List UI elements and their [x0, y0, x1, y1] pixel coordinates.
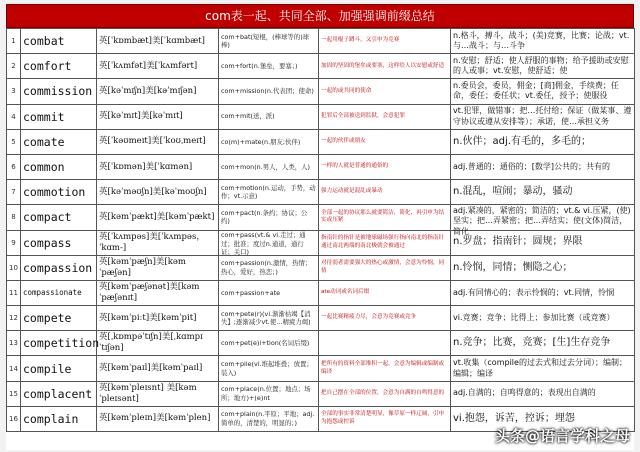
row-index	[7, 29, 21, 54]
meaning-cell-text: adj.自满的；自鸣得意的；表现出自满的	[453, 388, 596, 398]
meaning-cell-text: n.格斗，搏斗，战斗；(美)竞赛，比赛；论战；vt.与…战斗；与…斗争	[453, 30, 630, 51]
table-row	[7, 154, 635, 179]
word-cell-text: common	[23, 160, 65, 175]
meaning-cell	[451, 54, 635, 79]
etymology-cell-text: com+pile(vi.堆起堆叠；放置；装入)	[221, 360, 313, 377]
word-cell	[21, 230, 97, 255]
meaning-cell	[451, 280, 635, 305]
word-cell-text: complacent	[23, 386, 93, 401]
phonetic-cell-text: 英[ˈkʌmfət]美[ˈkʌmfərt]	[99, 60, 198, 71]
watermark-text: 头条@语言学科之母	[494, 427, 630, 445]
row-index-text: 5	[11, 137, 16, 146]
meaning-cell	[451, 79, 635, 104]
row-index-text: 13	[9, 339, 18, 348]
phonetic-cell	[97, 79, 219, 104]
row-index	[7, 280, 21, 305]
row-index-text: 3	[11, 87, 16, 96]
meaning-cell	[451, 180, 635, 205]
word-cell-text: compassionate	[23, 287, 82, 297]
phonetic-cell-text: 英[kəmˈpækt]美[kəmˈpækt]	[99, 211, 215, 222]
row-index-text: 4	[11, 112, 16, 121]
row-index-text: 15	[9, 389, 18, 398]
etymology-cell-text: com+pact(n.条约；协议；公约)	[221, 208, 308, 226]
word-cell	[21, 356, 97, 381]
note-cell-text: 把所有的资料全部堆积一起，会意为编辑或编制或编译	[321, 361, 445, 375]
etymology-cell	[219, 180, 319, 205]
etymology-cell-text: com+pass(vt.& vi.走过；通过；批准；度过n.通道，通行证；关口)	[221, 231, 306, 257]
phonetic-cell-text: 英[kəˈmɪt]美[kəˈmɪt]	[99, 111, 183, 122]
phonetic-cell-text: 英[kəmˈpæʃn]美[kəmˈpæʃən]	[99, 256, 186, 278]
note-cell	[319, 180, 451, 205]
phonetic-cell	[97, 306, 219, 331]
etymology-cell-text: com+passion(n.激情，热情；热心，爱好，热恋；)	[221, 259, 312, 276]
etymology-cell-text: co(m)+mate(n.朋友;伙伴)	[221, 137, 301, 146]
note-cell	[319, 230, 451, 255]
row-index-text: 10	[9, 263, 18, 272]
phonetic-cell-text: 英[kəmˈpleɪsnt] 美[kəmˈpleɪsənt]	[99, 382, 197, 404]
table-row	[7, 255, 635, 280]
etymology-cell	[219, 154, 319, 179]
word-cell	[21, 205, 97, 230]
note-cell-text: 一起的伙伴或朋友	[321, 138, 366, 145]
etymology-cell	[219, 381, 319, 406]
phonetic-cell	[97, 154, 219, 179]
note-cell-text: 一样的人就是普通的通俗的	[321, 163, 389, 170]
row-index-text: 8	[11, 213, 16, 222]
word-cell-text: compact	[23, 210, 72, 225]
phonetic-cell	[97, 255, 219, 280]
phonetic-cell	[97, 280, 219, 305]
row-index-text: 2	[11, 62, 16, 71]
table-row	[7, 205, 635, 230]
row-index-text: 11	[9, 288, 18, 297]
word-cell	[21, 280, 97, 305]
word-cell-text: compassion	[23, 260, 93, 275]
meaning-cell	[451, 154, 635, 179]
table-row	[7, 230, 635, 255]
etymology-cell-text: com+passion+ate	[221, 288, 281, 297]
row-index	[7, 180, 21, 205]
note-cell-text: 把自己摆在全部的位置，会意为自满的自鸣得意的	[321, 389, 445, 396]
word-cell	[21, 154, 97, 179]
row-index-text: 9	[11, 238, 16, 247]
table-row	[7, 356, 635, 381]
etymology-cell-text: com+bat(短棍，(棒球等的)球棒)	[221, 32, 310, 50]
meaning-cell-text: n.竞争；比赛，竞赛；[生]生存竞争	[453, 337, 611, 349]
phonetic-cell-text: 英[kəmˈpaɪl]美[kəmˈpaɪl]	[99, 363, 203, 374]
phonetic-cell	[97, 356, 219, 381]
etymology-cell-text: com+mon(n.男人，人类，人)	[221, 162, 310, 171]
etymology-cell	[219, 205, 319, 230]
table-row	[7, 79, 635, 104]
note-cell-text: ate动词或名词后缀	[321, 289, 370, 296]
row-index	[7, 129, 21, 154]
etymology-cell	[219, 29, 319, 54]
note-cell	[319, 280, 451, 305]
row-index	[7, 154, 21, 179]
row-index	[7, 306, 21, 331]
meaning-cell	[451, 255, 635, 280]
phonetic-cell-text: 英[kəˈmɪʃn]美[kəˈmɪʃən]	[99, 85, 197, 96]
note-cell-text: 一起的或共同的使命	[321, 87, 372, 94]
word-cell-text: compete	[23, 311, 72, 326]
phonetic-cell	[97, 381, 219, 406]
phonetic-cell-text: 英[ˌkɒmpəˈtɪʃn]美[ˌkɑmpɪˈtɪʃən]	[99, 332, 203, 354]
note-cell	[319, 104, 451, 129]
word-cell-text: compile	[23, 361, 72, 376]
table-row	[7, 306, 635, 331]
vocabulary-sheet	[6, 4, 634, 450]
meaning-cell-text: vi.抱怨，诉苦，控诉；埋怨	[453, 412, 575, 424]
word-cell	[21, 306, 97, 331]
word-cell-text: comate	[23, 134, 65, 149]
row-index	[7, 381, 21, 406]
etymology-cell-text: com+place(n.位置；地点；场所；地方)+(e)nt	[221, 385, 311, 402]
note-cell-text: 全部的事实非常清楚明显，像草原一样辽阔，引申为抱怨或控诉	[321, 411, 445, 425]
note-cell	[319, 381, 451, 406]
note-cell	[319, 29, 451, 54]
meaning-cell	[451, 306, 635, 331]
etymology-cell-text: com+fort(n.堡垒，要塞；)	[221, 62, 298, 71]
meaning-cell-text: n.混乱，喧闹；暴动，骚动	[453, 185, 573, 197]
etymology-cell	[219, 230, 319, 255]
note-cell	[319, 331, 451, 356]
etymology-cell	[219, 306, 319, 331]
meaning-cell	[451, 205, 635, 236]
note-cell-text: 全部一起的协议那么就要简洁，简化，再引申为结实或压紧	[321, 209, 445, 224]
etymology-cell	[219, 331, 319, 356]
meaning-cell-text: n.委员会，委员，佣金；[商]佣金，手续费；任命，委任；委任状；vt.委任，授予；使服役	[453, 80, 619, 101]
meaning-cell-text: adj.有同情心的；表示怜悯的；vt.同情，怜悯	[453, 287, 615, 297]
etymology-cell	[219, 356, 319, 381]
meaning-cell-text: vi.竞赛；竞争；比得上；参加比赛（或竞赛）	[453, 312, 615, 322]
word-cell-text: commit	[23, 109, 65, 124]
word-cell-text: complain	[23, 411, 79, 426]
phonetic-cell-text: 英[ˈkɒmən]美[ˈkɑmən]	[99, 161, 193, 172]
meaning-cell-text: adj.紧凑的，紧密的；简洁的；vt.& vi.压紧，(使)坚实；把…弄紧密；把…弄结实；使(文体)简洁，简化	[453, 205, 631, 236]
phonetic-cell	[97, 205, 219, 230]
meaning-cell-text: adj.普通的；通俗的；[数学]公共的；共有的	[453, 161, 610, 171]
phonetic-cell-text: 英[kəmˈpiːt]美[kəmˈpit]	[99, 312, 197, 323]
etymology-cell	[219, 406, 319, 431]
word-cell-text: comfort	[23, 59, 72, 74]
phonetic-cell	[97, 406, 219, 431]
word-cell	[21, 104, 97, 129]
table-row	[7, 54, 635, 79]
table-row	[7, 331, 635, 356]
phonetic-cell	[97, 29, 219, 54]
phonetic-cell	[97, 230, 219, 255]
phonetic-cell-text: 英[kəmˈpæʃənət]美[kəmˈpæʃənɪt]	[99, 281, 200, 303]
etymology-cell-text: com+motion(n.运动，手势，动作；vt.示意)	[221, 183, 316, 201]
word-cell	[21, 54, 97, 79]
word-cell-text: compass	[23, 235, 72, 250]
meaning-cell	[451, 129, 635, 154]
etymology-cell-text: com+mission(n.代表团；使命)	[221, 87, 314, 96]
word-cell	[21, 129, 97, 154]
note-cell	[319, 54, 451, 79]
note-cell	[319, 306, 451, 331]
etymology-cell	[219, 280, 319, 305]
meaning-cell	[451, 356, 635, 381]
note-cell	[319, 129, 451, 154]
word-cell	[21, 29, 97, 54]
phonetic-cell	[97, 104, 219, 129]
note-cell-text: 对待弱者需要强大的热心或激情，会意为怜悯，同情	[321, 260, 445, 274]
meaning-cell	[451, 230, 635, 255]
note-cell	[319, 406, 451, 431]
phonetic-cell-text: 英[kəmˈpleɪn]美[kəmˈplen]	[99, 413, 211, 424]
table-row	[7, 280, 635, 305]
phonetic-cell	[97, 180, 219, 205]
meaning-cell-text: n.伙伴；adj.有毛的，多毛的；	[453, 135, 591, 147]
vocabulary-table	[6, 28, 635, 432]
note-cell-text: 加固的坚固的堡垒或要塞，这样给人以安慰或舒适	[321, 62, 445, 69]
etymology-cell	[219, 54, 319, 79]
meaning-cell	[451, 104, 635, 129]
table-row	[7, 129, 635, 154]
meaning-cell-text: n.怜悯，同情；恻隐之心；	[453, 261, 573, 273]
word-cell-text: competition	[23, 336, 100, 351]
note-cell-text: 犯罪后全部被送到监狱，会意犯罪	[321, 112, 405, 119]
meaning-cell-text: vt.收集（compile的过去式和过去分词）；编制；编辑；编译	[453, 358, 627, 378]
note-cell-text: 一起用棍子蹲斗，又引申为竞赛	[321, 37, 400, 44]
row-index	[7, 230, 21, 255]
row-index-text: 14	[9, 364, 18, 373]
row-index	[7, 79, 21, 104]
phonetic-cell-text: 英[ˈkɒmbæt]美[ˈkɑmbæt]	[99, 35, 205, 46]
meaning-cell	[451, 29, 635, 54]
row-index	[7, 54, 21, 79]
table-row	[7, 180, 635, 205]
etymology-cell	[219, 79, 319, 104]
note-cell-text: 一起比赛精疲力尽，会意为竞赛或竞争	[321, 314, 417, 321]
word-cell-text: combat	[23, 34, 65, 49]
note-cell	[319, 154, 451, 179]
meaning-cell	[451, 331, 635, 356]
phonetic-cell-text: 英[kəˈməʊʃn]美[kəˈmoʊʃn]	[99, 186, 207, 197]
word-cell	[21, 180, 97, 205]
phonetic-cell-text: 英[ˈkʌmpəs]美[ˈkʌmpəs，ˈkɑm-]	[99, 231, 205, 253]
meaning-cell-text: n.罗盘；指南针；圆规；界限	[453, 236, 583, 248]
note-cell-text: 指南针的指针是被地球磁场强行指向南北的指南针通过南北两端的南北极就会被通过	[321, 235, 445, 249]
note-cell	[319, 356, 451, 381]
row-index	[7, 255, 21, 280]
etymology-cell	[219, 255, 319, 280]
row-index	[7, 331, 21, 356]
word-cell	[21, 255, 97, 280]
row-index	[7, 104, 21, 129]
etymology-cell	[219, 129, 319, 154]
meaning-cell	[451, 381, 635, 406]
row-index-text: 7	[11, 188, 16, 197]
row-index	[7, 356, 21, 381]
row-index	[7, 406, 21, 431]
row-index-text: 1	[11, 37, 16, 46]
word-cell-text: commission	[23, 84, 93, 99]
word-cell	[21, 331, 100, 356]
etymology-cell-text: com+pete(r)(vi.渐渐枯竭【消失】;逐渐减少vt.使…精疲力竭)	[221, 309, 311, 327]
note-cell-text: 强力运动就是混乱或暴动	[321, 188, 383, 195]
word-cell	[21, 406, 97, 431]
etymology-cell-text: com+pet(e)i+tion(名词后缀)	[221, 339, 310, 348]
table-row	[7, 381, 635, 406]
etymology-cell-text: com+mit(送，派)	[221, 112, 275, 121]
sheet-title: com表一起、共同全部、加强强调前缀总结	[6, 4, 634, 28]
etymology-cell	[219, 104, 319, 129]
word-cell	[21, 79, 97, 104]
note-cell	[319, 205, 451, 230]
etymology-cell-text: com+plain(n.平原；平地；adj.简单的，清楚的，明显的；)	[221, 410, 315, 427]
note-cell	[319, 79, 451, 104]
word-cell	[21, 381, 97, 406]
meaning-cell-text: vt.犯罪，做错事；把…托付给；保证（做某事、遵守协议或遵从安排等）；承诺，使…承担义务	[453, 106, 632, 126]
phonetic-cell-text: 英[ˈkəʊmeɪt]美[ˈkoʊˌmeɪt]	[99, 136, 206, 147]
phonetic-cell	[97, 54, 219, 79]
phonetic-cell	[97, 331, 219, 356]
row-index-text: 12	[9, 314, 18, 323]
table-row	[7, 29, 635, 54]
meaning-cell-text: n.安慰；舒适；使人舒服的事物；给予援助或安慰的人或事；vt.安慰，使舒适；使	[453, 55, 629, 76]
row-index	[7, 205, 21, 230]
table-row	[7, 104, 635, 129]
note-cell	[319, 255, 451, 280]
row-index-text: 6	[11, 163, 16, 172]
word-cell-text: commotion	[23, 185, 86, 200]
phonetic-cell	[97, 129, 219, 154]
row-index-text: 16	[9, 414, 18, 423]
